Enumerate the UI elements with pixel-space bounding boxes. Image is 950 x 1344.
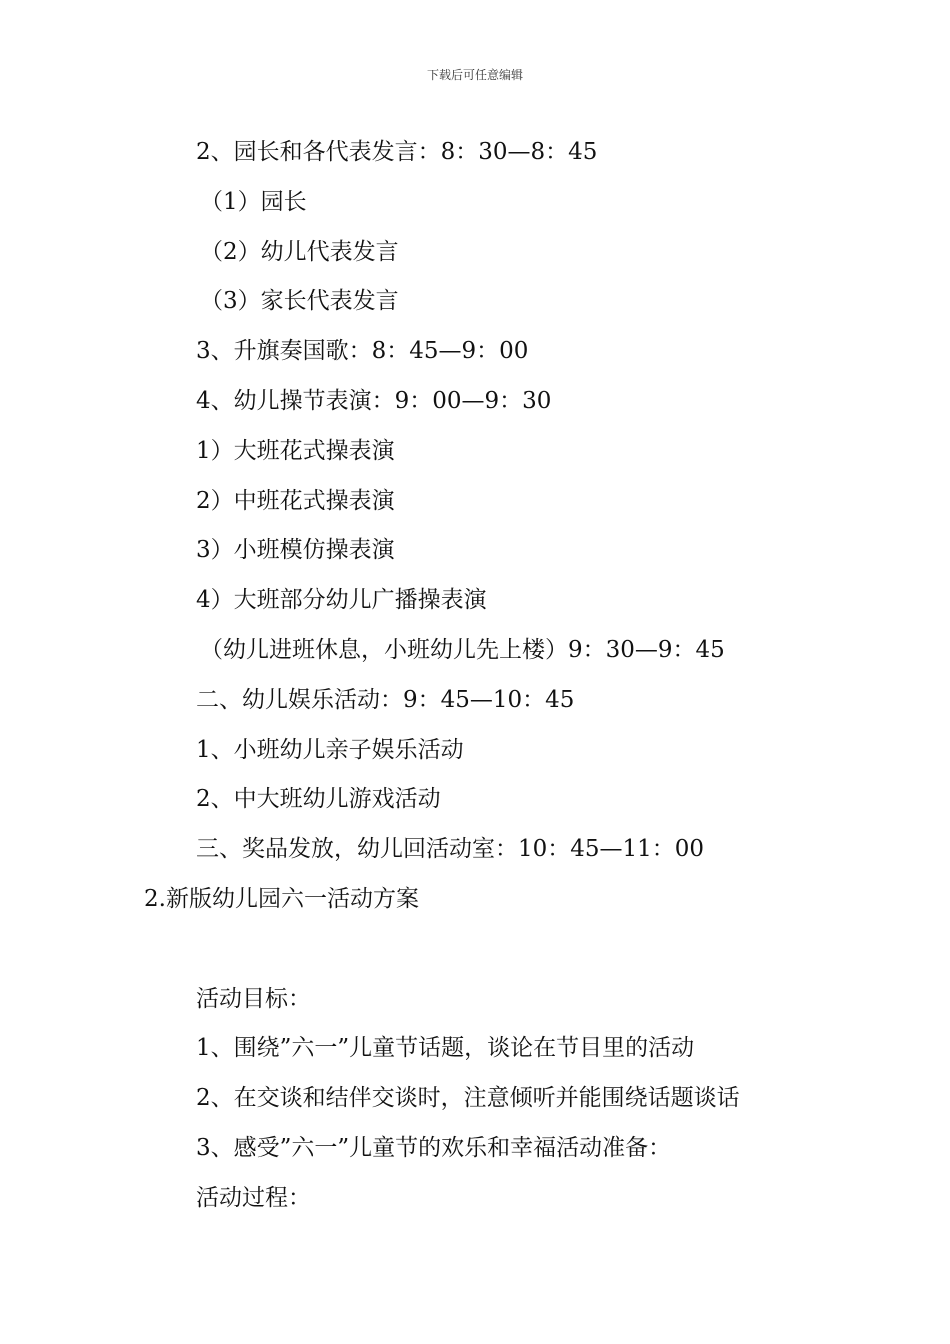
text-line: 2）中班花式操表演 xyxy=(196,487,395,514)
text-line: 三、奖品发放，幼儿回活动室：10：45—11：00 xyxy=(196,836,705,863)
blank-line xyxy=(0,925,950,975)
text-line: （幼儿进班休息，小班幼儿先上楼）9：30—9：45 xyxy=(200,636,725,663)
text-line: 4）大班部分幼儿广播操表演 xyxy=(196,587,487,614)
text-line: 1、围绕”六一”儿童节话题，谈论在节目里的活动 xyxy=(196,1035,695,1062)
text-line: 1）大班花式操表演 xyxy=(196,437,395,464)
text-line: 活动过程： xyxy=(196,1184,311,1211)
text-line: （3）家长代表发言 xyxy=(200,288,399,315)
text-line: 4、幼儿操节表演：9：00—9：30 xyxy=(196,387,552,414)
section-heading: 2.新版幼儿园六一活动方案 xyxy=(144,885,419,912)
text-line: 二、幼儿娱乐活动：9：45—10：45 xyxy=(196,686,575,713)
text-line: 2、在交谈和结伴交谈时，注意倾听并能围绕话题谈话 xyxy=(196,1085,740,1112)
text-line: 1、小班幼儿亲子娱乐活动 xyxy=(196,736,464,763)
text-line: 3、感受”六一”儿童节的欢乐和幸福活动准备： xyxy=(196,1134,672,1161)
text-line: （1）园长 xyxy=(200,188,307,215)
text-line: 3）小班模仿操表演 xyxy=(196,537,395,564)
text-line: 2、园长和各代表发言：8：30—8：45 xyxy=(196,139,598,165)
document-body xyxy=(0,128,950,1224)
text-line: 2、中大班幼儿游戏活动 xyxy=(196,786,441,813)
text-line: 3、升旗奏国歌：8：45—9：00 xyxy=(196,338,529,365)
text-line: 活动目标： xyxy=(196,985,311,1012)
text-line: （2）幼儿代表发言 xyxy=(200,238,399,265)
page-header: 下载后可任意编辑 xyxy=(426,68,523,82)
